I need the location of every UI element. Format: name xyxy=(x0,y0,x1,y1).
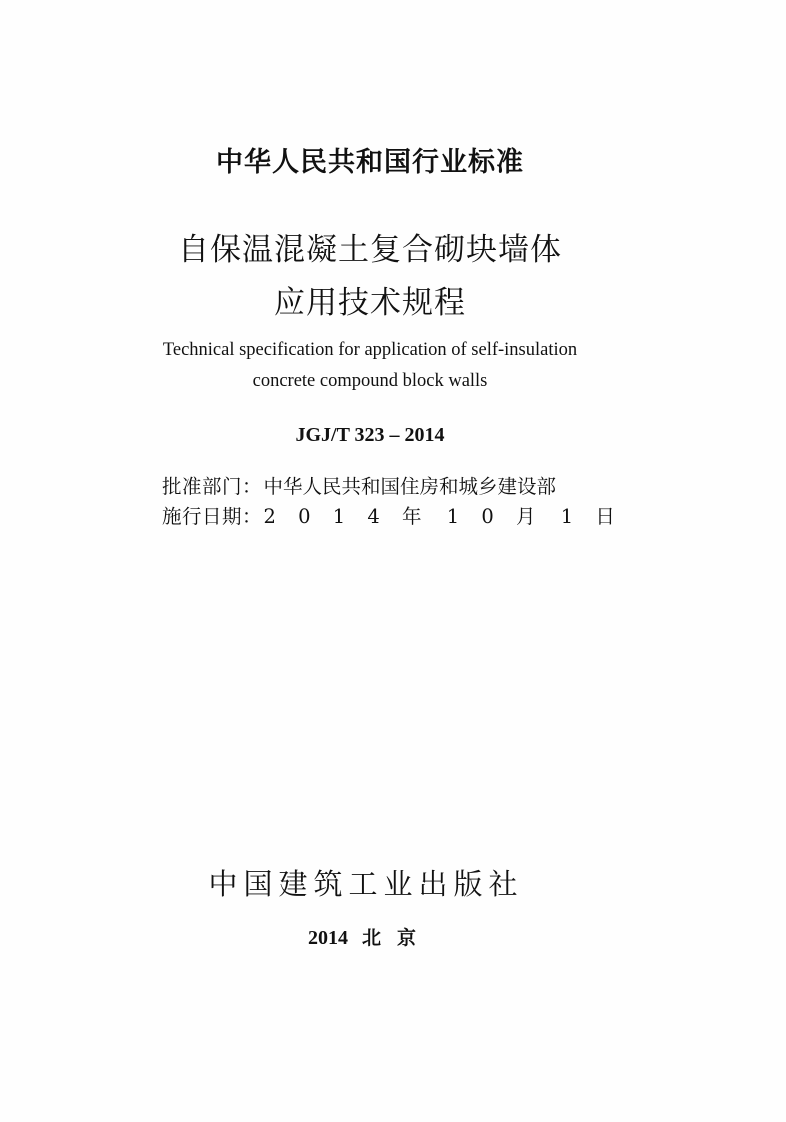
approval-separator: ： xyxy=(242,475,262,498)
date-year-unit: 年 xyxy=(402,505,422,528)
standard-series-heading: 中华人民共和国行业标准 xyxy=(216,147,524,178)
date-month-digit: 0 xyxy=(481,505,494,528)
date-year-digit: 4 xyxy=(367,505,380,528)
approval-department-row xyxy=(162,472,615,502)
approval-info xyxy=(162,472,615,532)
publication-year: 2014 xyxy=(307,927,348,949)
effective-date-value xyxy=(264,502,615,532)
effective-date-row xyxy=(162,502,615,532)
standard-number: JGJ/T 323 – 2014 xyxy=(295,424,445,446)
effective-date-label: 施行日期 xyxy=(162,505,243,528)
approval-department-value: 中华人民共和国住房和城乡建设部 xyxy=(263,475,557,498)
date-year-digit: 0 xyxy=(298,505,311,528)
date-month-unit: 月 xyxy=(516,505,536,528)
publisher-name: 中国建筑工业出版社 xyxy=(208,867,524,901)
date-month-digit: 1 xyxy=(446,505,460,528)
approval-department-label: 批准部门 xyxy=(162,475,243,498)
title-chinese-line-1: 自保温混凝土复合砌块墙体 xyxy=(178,232,562,268)
date-day-unit: 日 xyxy=(595,505,615,528)
date-year-digit: 2 xyxy=(263,505,276,528)
effective-date-separator: ： xyxy=(242,505,262,528)
title-english-line-2: concrete compound block walls xyxy=(252,371,488,391)
date-day-digit: 1 xyxy=(560,505,574,528)
date-year-digit: 1 xyxy=(332,505,346,528)
publication-year-city xyxy=(0,923,763,950)
title-chinese-line-2: 应用技术规程 xyxy=(274,285,466,321)
title-english-line-1: Technical specification for application of self-insulation xyxy=(162,340,578,360)
publication-city: 北京 xyxy=(361,927,432,949)
